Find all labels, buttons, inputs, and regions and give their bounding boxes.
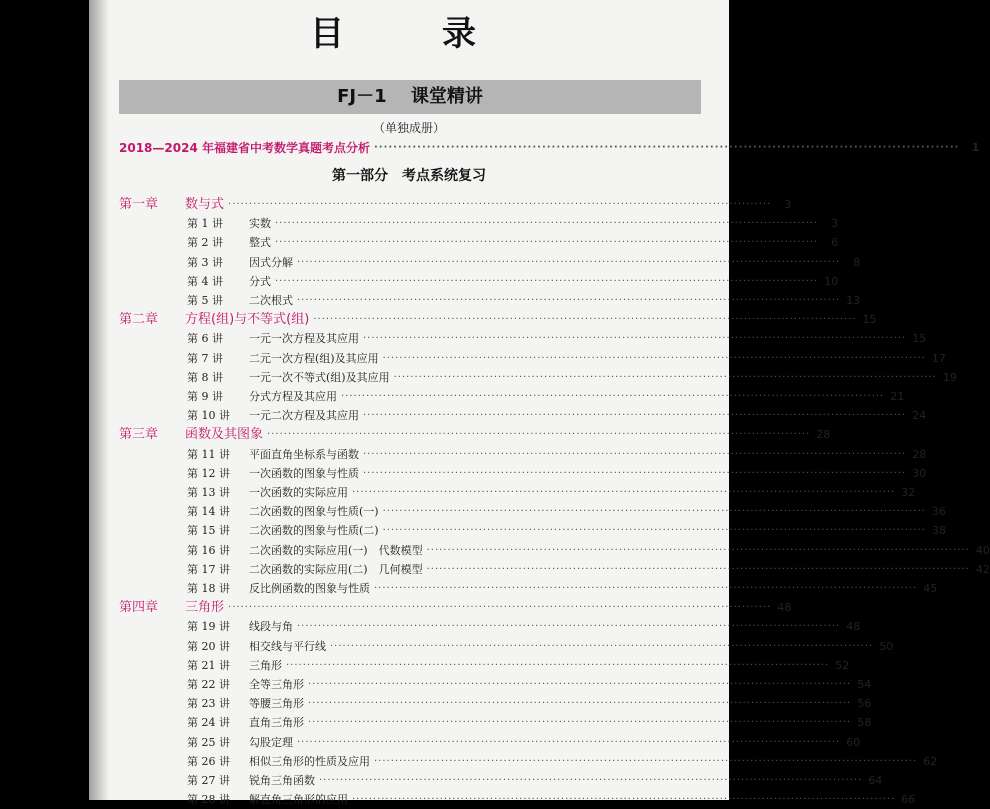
lecture-number: 第 13 讲 <box>187 486 230 499</box>
lecture-number: 第 19 讲 <box>187 620 230 634</box>
lecture-page: 64 <box>868 774 883 787</box>
lecture-title: 直角三角形 <box>249 716 304 730</box>
lecture-title: 一次函数的图象与性质 <box>249 466 359 480</box>
lecture-label <box>187 484 348 502</box>
lecture-title: 分式 <box>249 274 271 288</box>
chapter-number: 第三章 <box>119 427 159 443</box>
lecture-label <box>187 407 359 425</box>
leader-dots: ·································································································································· <box>363 333 907 345</box>
chapter-label <box>119 599 224 617</box>
lecture-number: 第 21 讲 <box>187 658 230 672</box>
toc-lecture-row[interactable] <box>187 388 905 406</box>
leader-dots: ·································································································································· <box>228 199 772 210</box>
lecture-number: 第 15 讲 <box>187 524 230 538</box>
lecture-title: 实数 <box>249 217 271 231</box>
toc-lecture-row[interactable] <box>187 234 839 252</box>
lecture-title: 二次函数的实际应用(二) 几何模型 <box>249 562 423 576</box>
lecture-label <box>187 388 337 406</box>
leader-dots: ·································································································································· <box>426 563 970 575</box>
lecture-number: 第 1 讲 <box>187 217 223 231</box>
lecture-label <box>187 465 359 483</box>
toc-lecture-row[interactable] <box>187 753 938 771</box>
leader-dots: ·································································································································· <box>363 448 907 460</box>
lecture-page: 42 <box>975 562 990 576</box>
toc-lecture-row[interactable] <box>187 676 872 694</box>
leader-dots: ·································································································································· <box>363 410 907 422</box>
toc-lecture-row[interactable] <box>187 791 916 809</box>
leader-dots: ·································································································································· <box>267 429 811 441</box>
lecture-title: 勾股定理 <box>249 735 293 749</box>
lecture-page: 66 <box>901 793 916 807</box>
lecture-page: 6 <box>831 236 839 250</box>
chapter-label <box>119 426 263 444</box>
lecture-number: 第 10 讲 <box>187 409 230 423</box>
lecture-page: 40 <box>975 543 990 557</box>
lecture-label <box>187 695 304 713</box>
section-banner: FJ－1 课堂精讲 <box>119 80 701 114</box>
toc-lecture-row[interactable] <box>187 446 927 464</box>
toc-lecture-row[interactable] <box>187 215 839 233</box>
lecture-title: 二次函数的图象与性质(二) <box>249 524 379 538</box>
leader-dots: ·································································································································· <box>275 218 819 230</box>
lecture-number: 第 25 讲 <box>187 735 230 749</box>
toc-lecture-row[interactable] <box>187 772 883 790</box>
chapter-page: 28 <box>816 428 831 442</box>
leader-dots: ·································································································································· <box>297 295 841 306</box>
lecture-page: 24 <box>912 409 927 423</box>
leader-dots: ·································································································································· <box>308 698 852 710</box>
toc-lecture-row[interactable] <box>187 638 894 656</box>
lecture-page: 60 <box>846 735 861 749</box>
page-title: 目 录 <box>310 14 508 54</box>
lecture-title: 相似三角形的性质及应用 <box>249 754 370 768</box>
lecture-number: 第 18 讲 <box>187 582 230 595</box>
toc-chapter-row[interactable] <box>119 426 831 444</box>
lecture-title: 等腰三角形 <box>249 697 304 711</box>
lecture-title: 三角形 <box>249 658 282 672</box>
chapter-page: 48 <box>777 601 792 615</box>
lecture-number: 第 12 讲 <box>187 466 230 480</box>
chapter-page: 3 <box>784 198 792 211</box>
leader-dots: ·································································································································· <box>275 275 819 287</box>
lecture-title: 反比例函数的图象与性质 <box>249 582 370 595</box>
lecture-page: 21 <box>890 390 905 403</box>
lecture-label <box>187 446 359 464</box>
chapter-title: 函数及其图象 <box>185 427 264 443</box>
analysis-entry[interactable] <box>119 139 980 157</box>
chapter-number: 第二章 <box>119 312 159 328</box>
chapter-title: 数与式 <box>185 197 225 212</box>
chapter-title: 方程(组)与不等式(组) <box>185 312 310 328</box>
lecture-number: 第 5 讲 <box>187 294 223 307</box>
lecture-label <box>187 734 293 752</box>
lecture-label <box>187 273 271 291</box>
lecture-page: 13 <box>846 294 861 307</box>
toc-lecture-row[interactable] <box>187 618 861 636</box>
toc-lecture-row[interactable] <box>187 369 957 387</box>
lecture-number: 第 4 讲 <box>187 274 223 288</box>
leader-dots: ·································································································································· <box>308 717 852 729</box>
lecture-number: 第 23 讲 <box>187 697 230 711</box>
leader-dots: ·································································································································· <box>308 679 852 690</box>
toc-lecture-row[interactable] <box>187 503 946 521</box>
lecture-label <box>187 234 271 252</box>
lecture-number: 第 22 讲 <box>187 678 230 691</box>
lecture-title: 解直角三角形的应用 <box>249 793 348 807</box>
booklet-note: （单独成册） <box>372 121 445 135</box>
lecture-number: 第 2 讲 <box>187 236 223 250</box>
lecture-title: 二次函数的图象与性质(一) <box>249 505 379 519</box>
lecture-label <box>187 714 304 732</box>
lecture-number: 第 28 讲 <box>187 793 230 807</box>
toc-lecture-row[interactable] <box>187 542 990 560</box>
analysis-page: 1 <box>971 141 980 154</box>
leader-dots: ·································································································································· <box>286 659 830 671</box>
lecture-page: 62 <box>923 754 938 768</box>
lecture-page: 17 <box>931 351 946 365</box>
lecture-label <box>187 350 379 368</box>
lecture-title: 相交线与平行线 <box>249 639 326 653</box>
document-page <box>89 0 990 807</box>
lecture-number: 第 3 讲 <box>187 255 223 269</box>
lecture-title: 一元一次不等式(组)及其应用 <box>249 370 390 384</box>
lecture-page: 58 <box>857 716 872 730</box>
leader-dots: ·································································································································· <box>352 487 896 498</box>
lecture-page: 28 <box>912 447 927 461</box>
lecture-number: 第 26 讲 <box>187 754 230 768</box>
toc-chapter-row[interactable] <box>119 196 792 214</box>
toc-lecture-row[interactable] <box>187 657 850 675</box>
toc-lecture-row[interactable] <box>187 561 990 579</box>
lecture-label <box>187 753 370 771</box>
toc-lecture-row[interactable] <box>187 254 861 272</box>
lecture-page: 3 <box>831 217 839 231</box>
leader-dots: ·································································································································· <box>374 583 918 594</box>
leader-dots: ·································································································································· <box>382 352 926 364</box>
lecture-label <box>187 330 359 348</box>
lecture-page: 54 <box>857 678 872 691</box>
lecture-label <box>187 561 423 579</box>
lecture-title: 二次函数的实际应用(一) 代数模型 <box>249 543 423 557</box>
leader-dots: ·································································································································· <box>374 755 918 767</box>
lecture-number: 第 6 讲 <box>187 332 223 346</box>
lecture-number: 第 9 讲 <box>187 390 223 403</box>
leader-dots: ·································································································································· <box>393 371 937 383</box>
part-heading: 第一部分 考点系统复习 <box>332 168 486 184</box>
lecture-title: 二次根式 <box>249 294 293 307</box>
analysis-label: 2018—2024 年福建省中考数学真题考点分析 <box>119 141 370 155</box>
lecture-title: 锐角三角函数 <box>249 774 315 787</box>
lecture-title: 分式方程及其应用 <box>249 390 337 403</box>
lecture-label <box>187 254 293 272</box>
lecture-label <box>187 522 379 540</box>
leader-dots: ·························································································································· <box>373 142 960 153</box>
lecture-page: 38 <box>931 524 946 538</box>
lecture-number: 第 27 讲 <box>187 774 230 787</box>
chapter-number: 第一章 <box>119 197 159 212</box>
leader-dots: ·································································································································· <box>275 237 819 249</box>
toc-lecture-row[interactable] <box>187 330 927 348</box>
lecture-page: 48 <box>846 620 861 634</box>
lecture-number: 第 20 讲 <box>187 639 230 653</box>
chapter-label <box>119 196 224 214</box>
lecture-title: 全等三角形 <box>249 678 304 691</box>
leader-dots: ·································································································································· <box>382 525 926 537</box>
leader-dots: ·································································································································· <box>382 506 926 518</box>
lecture-title: 一次函数的实际应用 <box>249 486 348 499</box>
toc-lecture-row[interactable] <box>187 484 916 502</box>
lecture-label <box>187 215 271 233</box>
leader-dots: ·································································································································· <box>319 775 863 786</box>
toc-lecture-row[interactable] <box>187 522 946 540</box>
lecture-page: 50 <box>879 639 894 653</box>
lecture-page: 45 <box>923 582 938 595</box>
lecture-page: 10 <box>824 274 839 288</box>
lecture-label <box>187 791 348 809</box>
lecture-label <box>187 657 282 675</box>
lecture-label <box>187 676 304 694</box>
leader-dots: ·································································································································· <box>341 391 885 402</box>
toc-lecture-row[interactable] <box>187 714 872 732</box>
chapter-title: 三角形 <box>185 600 225 616</box>
chapter-label <box>119 311 309 329</box>
toc-lecture-row[interactable] <box>187 695 872 713</box>
leader-dots: ·································································································································· <box>330 640 874 652</box>
toc-lecture-row[interactable] <box>187 350 946 368</box>
lecture-number: 第 14 讲 <box>187 505 230 519</box>
lecture-title: 一元二次方程及其应用 <box>249 409 359 423</box>
toc-chapter-row[interactable] <box>119 599 792 617</box>
lecture-page: 56 <box>857 697 872 711</box>
lecture-page: 52 <box>835 658 850 672</box>
toc-chapter-row[interactable] <box>119 311 877 329</box>
lecture-page: 32 <box>901 486 916 499</box>
lecture-label <box>187 369 390 387</box>
leader-dots: ·································································································································· <box>352 794 896 806</box>
leader-dots: ·································································································································· <box>313 314 857 326</box>
lecture-number: 第 17 讲 <box>187 562 230 576</box>
toc-lecture-row[interactable] <box>187 407 927 425</box>
lecture-number: 第 11 讲 <box>187 447 230 461</box>
lecture-label <box>187 503 379 521</box>
lecture-page: 30 <box>912 466 927 480</box>
leader-dots: ·································································································································· <box>297 256 841 268</box>
lecture-title: 整式 <box>249 236 271 250</box>
toc-lecture-row[interactable] <box>187 292 861 310</box>
lecture-title: 平面直角坐标系与函数 <box>249 447 359 461</box>
leader-dots: ·································································································································· <box>363 467 907 479</box>
lecture-label <box>187 292 293 310</box>
toc-lecture-row[interactable] <box>187 465 927 483</box>
lecture-number: 第 7 讲 <box>187 351 223 365</box>
leader-dots: ·································································································································· <box>297 621 841 633</box>
leader-dots: ·································································································································· <box>228 602 772 614</box>
lecture-number: 第 24 讲 <box>187 716 230 730</box>
lecture-title: 二元一次方程(组)及其应用 <box>249 351 379 365</box>
chapter-page: 15 <box>862 313 877 327</box>
lecture-number: 第 16 讲 <box>187 543 230 557</box>
lecture-label <box>187 638 326 656</box>
lecture-label <box>187 618 293 636</box>
toc-lecture-row[interactable] <box>187 273 839 291</box>
chapter-number: 第四章 <box>119 600 159 616</box>
lecture-page: 19 <box>942 370 957 384</box>
lecture-page: 15 <box>912 332 927 346</box>
lecture-title: 因式分解 <box>249 255 293 269</box>
lecture-label <box>187 542 423 560</box>
lecture-label <box>187 772 315 790</box>
lecture-page: 36 <box>931 505 946 519</box>
lecture-page: 8 <box>853 255 861 269</box>
lecture-title: 一元一次方程及其应用 <box>249 332 359 346</box>
leader-dots: ·································································································································· <box>426 544 970 556</box>
leader-dots: ·································································································································· <box>297 736 841 748</box>
toc-lecture-row[interactable] <box>187 734 861 752</box>
lecture-label <box>187 580 370 598</box>
toc-lecture-row[interactable] <box>187 580 938 598</box>
lecture-number: 第 8 讲 <box>187 370 223 384</box>
lecture-title: 线段与角 <box>249 620 293 634</box>
